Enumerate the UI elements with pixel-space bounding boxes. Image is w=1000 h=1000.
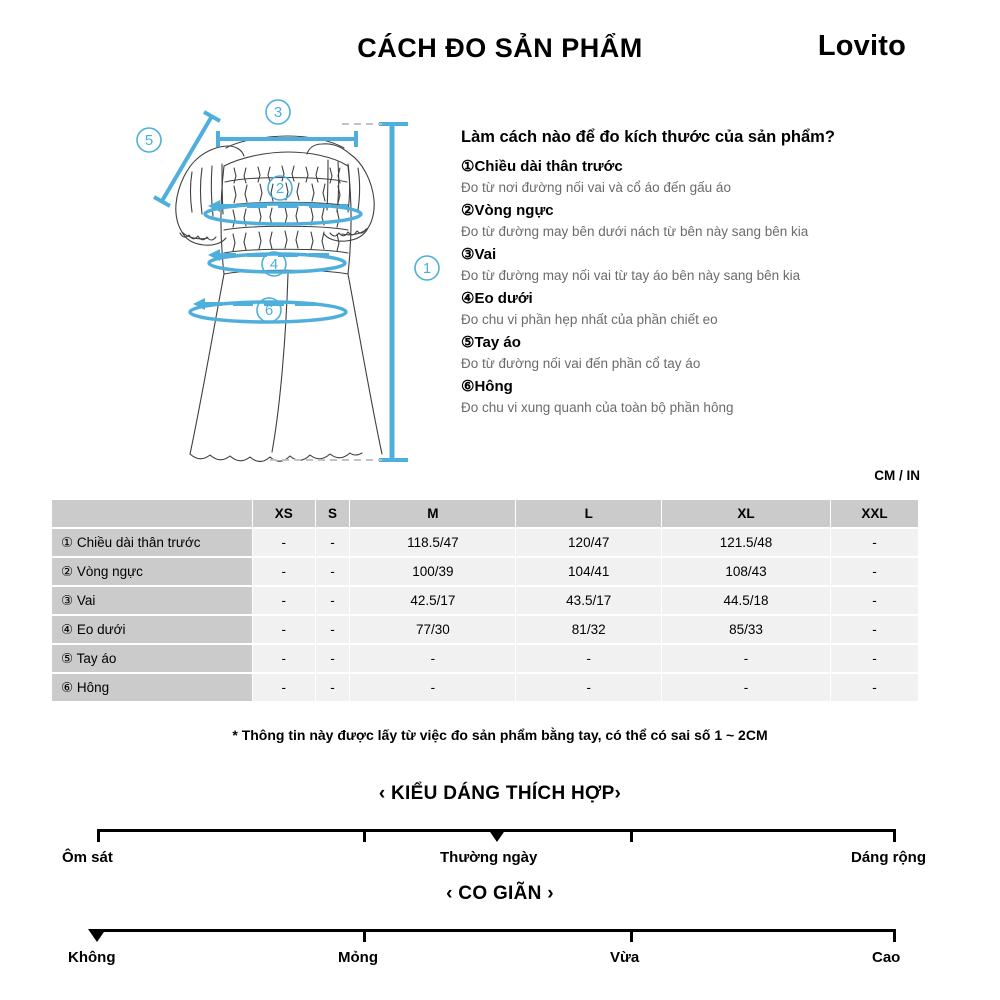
table-row — [52, 587, 918, 614]
fit-scale-section — [0, 783, 1000, 873]
instruction-item-1 — [461, 156, 931, 198]
instruction-marker-3: ③ — [461, 246, 475, 263]
stretch-scale-labels — [0, 949, 1000, 973]
row-label-front-length: ① Chiều dài thân trước — [52, 529, 252, 556]
instruction-title-2 — [461, 200, 931, 222]
cell-waist-xxl: - — [831, 616, 918, 643]
cell-front-length-l: 120/47 — [516, 529, 661, 556]
fit-scale-graphic — [0, 819, 1000, 849]
measurement-disclaimer: * Thông tin này được lấy từ việc đo sản phẩm bằng tay, có thể có sai số 1 ~ 2CM — [232, 727, 768, 743]
svg-text:3: 3 — [273, 104, 283, 121]
stretch-scale-label-light: Mỏng — [338, 949, 378, 966]
instruction-title-6 — [461, 376, 931, 398]
svg-text:6: 6 — [264, 302, 274, 319]
table-body — [52, 529, 918, 701]
cell-hip-xxl: - — [831, 674, 918, 701]
column-header-xs: XS — [253, 500, 315, 527]
svg-text:1: 1 — [422, 260, 432, 277]
cell-shoulder-l: 43.5/17 — [516, 587, 661, 614]
size-table-element — [51, 498, 919, 703]
instruction-desc-5: Đo từ đường nối vai đến phần cổ tay áo — [461, 355, 701, 371]
cell-hip-m: - — [350, 674, 515, 701]
fit-scale-label-regular: Thường ngày — [440, 849, 538, 866]
column-header-l: L — [516, 500, 661, 527]
column-header-xl: XL — [662, 500, 830, 527]
cell-hip-xs: - — [253, 674, 315, 701]
cell-sleeve-xxl: - — [831, 645, 918, 672]
stretch-scale-tick-4 — [893, 929, 896, 942]
instruction-desc-3: Đo từ đường may nối vai từ tay áo bên này sang bên kia — [461, 267, 801, 283]
stretch-scale-tick-2 — [363, 929, 366, 942]
instruction-marker-1: ① — [461, 158, 475, 175]
instruction-label-3: Vai — [474, 246, 497, 263]
cell-bust-l: 104/41 — [516, 558, 661, 585]
cell-shoulder-xxl: - — [831, 587, 918, 614]
column-header-s: S — [316, 500, 350, 527]
unit-label: CM / IN — [874, 468, 920, 483]
cell-sleeve-l: - — [516, 645, 661, 672]
instruction-title-1 — [461, 156, 931, 178]
instruction-item-5 — [461, 332, 931, 374]
cell-waist-s: - — [316, 616, 350, 643]
instruction-label-1: Chiều dài thân trước — [474, 158, 623, 175]
page-title: CÁCH ĐO SẢN PHẨM — [357, 33, 643, 63]
cell-waist-l: 81/32 — [516, 616, 661, 643]
instruction-label-5: Tay áo — [474, 334, 521, 351]
instruction-label-6: Hông — [474, 378, 513, 395]
row-label-shoulder: ③ Vai — [52, 587, 252, 614]
fit-scale-tick-3 — [630, 829, 633, 842]
stretch-scale-label-high: Cao — [872, 949, 901, 966]
instructions-question: Làm cách nào để đo kích thước của sản phẩm? — [461, 128, 835, 146]
row-label-sleeve: ⑤ Tay áo — [52, 645, 252, 672]
row-label-waist: ④ Eo dưới — [52, 616, 252, 643]
instruction-desc-6: Đo chu vi xung quanh của toàn bộ phần hông — [461, 399, 734, 415]
instruction-title-5 — [461, 332, 931, 354]
fit-scale-label-loose: Dáng rộng — [851, 849, 926, 866]
fit-scale-tick-2 — [363, 829, 366, 842]
cell-bust-s: - — [316, 558, 350, 585]
cell-front-length-xl: 121.5/48 — [662, 529, 830, 556]
size-chart-table — [51, 498, 919, 703]
instruction-item-4 — [461, 288, 931, 330]
instruction-marker-6: ⑥ — [461, 378, 475, 395]
cell-shoulder-xs: - — [253, 587, 315, 614]
svg-text:4: 4 — [269, 256, 279, 273]
cell-hip-l: - — [516, 674, 661, 701]
fit-scale-labels — [0, 849, 1000, 873]
fit-scale-tick-4 — [893, 829, 896, 842]
cell-waist-xl: 85/33 — [662, 616, 830, 643]
fit-scale-label-slim: Ôm sát — [62, 849, 113, 866]
fit-scale-title: ‹ KIỂU DÁNG THÍCH HỢP› — [378, 783, 622, 804]
instruction-label-4: Eo dưới — [474, 290, 533, 307]
table-row — [52, 616, 918, 643]
instruction-desc-1: Đo từ nơi đường nối vai và cổ áo đến gấu áo — [461, 179, 731, 195]
instruction-title-3 — [461, 244, 931, 266]
cell-sleeve-s: - — [316, 645, 350, 672]
cell-front-length-s: - — [316, 529, 350, 556]
cell-sleeve-xs: - — [253, 645, 315, 672]
cell-front-length-xxl: - — [831, 529, 918, 556]
stretch-scale-axis — [97, 929, 895, 932]
instruction-label-2: Vòng ngực — [474, 202, 554, 219]
page-header — [0, 0, 1000, 92]
cell-bust-xxl: - — [831, 558, 918, 585]
instruction-marker-4: ④ — [461, 290, 475, 307]
svg-text:5: 5 — [144, 132, 154, 149]
cell-sleeve-m: - — [350, 645, 515, 672]
cell-front-length-xs: - — [253, 529, 315, 556]
table-head — [52, 500, 918, 527]
stretch-scale-graphic — [0, 919, 1000, 949]
brand-logo: Lovito — [817, 30, 906, 62]
row-label-bust: ② Vòng ngực — [52, 558, 252, 585]
stretch-scale-section — [0, 883, 1000, 973]
stretch-scale-title: ‹ CO GIÃN › — [446, 883, 554, 904]
stretch-scale-marker — [88, 929, 106, 942]
fit-scale-marker — [488, 829, 506, 842]
instruction-marker-2: ② — [461, 202, 475, 219]
instruction-item-3 — [461, 244, 931, 286]
stretch-scale-label-medium: Vừa — [610, 949, 640, 966]
cell-shoulder-s: - — [316, 587, 350, 614]
table-row — [52, 674, 918, 701]
cell-bust-xs: - — [253, 558, 315, 585]
instruction-item-2 — [461, 200, 931, 242]
measurement-instructions — [461, 128, 931, 420]
cell-bust-xl: 108/43 — [662, 558, 830, 585]
cell-front-length-m: 118.5/47 — [350, 529, 515, 556]
instruction-title-4 — [461, 288, 931, 310]
instruction-desc-2: Đo từ đường may bên dưới nách từ bên này sang bên kia — [461, 223, 809, 239]
cell-waist-m: 77/30 — [350, 616, 515, 643]
table-row — [52, 558, 918, 585]
cell-shoulder-m: 42.5/17 — [350, 587, 515, 614]
cell-hip-xl: - — [662, 674, 830, 701]
cell-sleeve-xl: - — [662, 645, 830, 672]
svg-text:2: 2 — [275, 180, 285, 197]
table-corner-cell — [52, 500, 252, 527]
garment-measurement-diagram — [120, 88, 450, 473]
row-label-hip: ⑥ Hông — [52, 674, 252, 701]
cell-waist-xs: - — [253, 616, 315, 643]
table-row — [52, 645, 918, 672]
instruction-item-6 — [461, 376, 931, 418]
table-header-row — [52, 500, 918, 527]
instruction-marker-5: ⑤ — [461, 334, 475, 351]
stretch-scale-tick-3 — [630, 929, 633, 942]
column-header-m: M — [350, 500, 515, 527]
instruction-desc-4: Đo chu vi phần hẹp nhất của phần chiết eo — [461, 311, 718, 327]
cell-bust-m: 100/39 — [350, 558, 515, 585]
cell-hip-s: - — [316, 674, 350, 701]
stretch-scale-label-none: Không — [68, 949, 116, 966]
fit-scale-tick-1 — [97, 829, 100, 842]
table-row — [52, 529, 918, 556]
cell-shoulder-xl: 44.5/18 — [662, 587, 830, 614]
column-header-xxl: XXL — [831, 500, 918, 527]
